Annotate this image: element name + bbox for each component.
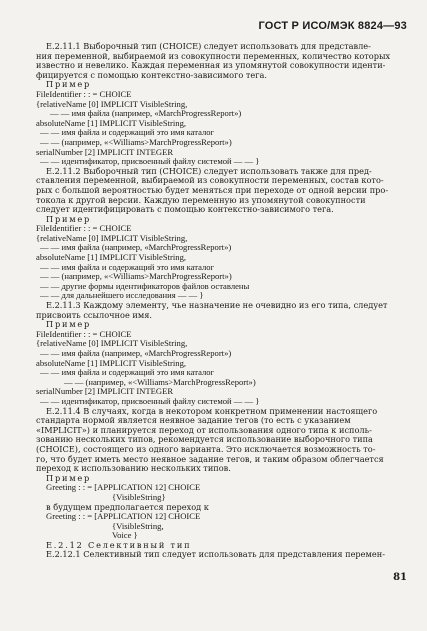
code-comment: — — (например, «<Williams>MarchProgressReport»): [40, 137, 232, 147]
code-comment: — — имя файла и содержащий это имя каталог: [40, 368, 215, 378]
paragraph-line: ставления переменной, выбираемой из совокупности переменных, состав кото-: [36, 176, 384, 186]
paragraph-line: ния переменной, выбираемой из совокупности переменных, количество которых: [36, 51, 391, 61]
code-line: Voice }: [112, 531, 138, 541]
code-line: FileIdentifier : : = CHOICE: [36, 329, 132, 339]
paragraph-line: известно и невелико. Каждая переменная из упомянутой совокупности иденти-: [36, 61, 386, 71]
code-comment: — — идентификатор, присвоенный файлу системой — — }: [40, 157, 260, 167]
paragraph-line: E.2.11.4 В случаях, когда в некотором конкретном применении настоящего: [46, 406, 378, 416]
section-heading: E.2.12 Селективный тип: [46, 540, 192, 550]
code-line: serialNumber [2] IMPLICIT INTEGER: [36, 387, 174, 397]
paragraph-line: «IMPLICIT») и планируется переход от использования одного типа к исполь-: [36, 425, 372, 435]
code-line: Greeting : : = [APPLICATION 12] CHOICE: [46, 483, 201, 493]
code-line: Greeting : : = [APPLICATION 12] CHOICE: [46, 512, 201, 522]
paragraph-line: зованию нескольких типов, рекомендуется использование выборочного типа: [36, 435, 373, 445]
example-heading: Пример: [46, 320, 92, 330]
code-comment: — — (например, «<Williams>MarchProgressReport»): [40, 272, 232, 282]
paragraph-line: (CHOICE), состоящего из одного варианта. Это исключается возможность то-: [36, 444, 376, 454]
paragraph-line: стандарта нормой является неявное задание тегов (то есть с указанием: [36, 416, 351, 426]
paragraph-line: присвоить ссылочное имя.: [36, 310, 152, 320]
paragraph-line: переход к использованию нескольких типов.: [36, 464, 231, 474]
code-comment: — — идентификатор, присвоенный файлу системой — — }: [40, 396, 260, 406]
example-heading: Пример: [46, 80, 92, 90]
document-body: [36, 42, 410, 560]
example-heading: Пример: [46, 214, 92, 224]
paragraph-line: го, что будет иметь место неявное задание тегов, и таким образом облегчается: [36, 454, 384, 464]
page-number: 81: [393, 572, 407, 583]
code-comment: — — (например, «<Williams>MarchProgressReport»): [64, 377, 256, 387]
example-heading: Пример: [46, 473, 92, 483]
paragraph-line: E.2.11.1 Выборочный тип (CHOICE) следует использовать для представле-: [46, 42, 371, 51]
code-line: {VisibleString,: [112, 521, 164, 531]
code-line: {relativeName [0] IMPLICIT VisibleString,: [36, 233, 188, 243]
code-line: {relativeName [0] IMPLICIT VisibleString,: [36, 339, 188, 349]
code-comment: — — другие формы идентификаторов файлов оставлены: [40, 281, 250, 291]
code-line: absoluteName [1] IMPLICIT VisibleString,: [36, 358, 187, 368]
paragraph-line: E.2.11.2 Выборочный тип (CHOICE) следует использовать также для пред-: [46, 166, 372, 176]
paragraph-line: следует идентифицировать с помощью контекстно-зависимого тега.: [36, 205, 334, 215]
paragraph-line: в будущем предполагается переход к: [46, 502, 209, 512]
page-header: ГОСТ Р ИСО/МЭК 8824—93: [258, 20, 407, 32]
code-comment: — — имя файла (например, «MarchProgressReport»): [40, 243, 232, 253]
code-line: FileIdentifier : : = CHOICE: [36, 89, 132, 99]
code-line: serialNumber [2] IMPLICIT INTEGER: [36, 147, 174, 157]
code-line: FileIdentifier : : = CHOICE: [36, 224, 132, 234]
paragraph-line: токола к другой версии. Каждую переменную из упомянутой совокупности: [36, 195, 366, 205]
paragraph-line: рых с большой вероятностью будет меняться при переходе от одной версии про-: [36, 185, 389, 195]
code-line: {VisibleString}: [112, 492, 166, 502]
code-line: {relativeName [0] IMPLICIT VisibleString,: [36, 99, 188, 109]
code-comment: — — для дальнейшего исследования — — }: [40, 291, 204, 301]
code-comment: — — имя файла (например, «MarchProgressReport»): [40, 349, 232, 358]
code-line: absoluteName [1] IMPLICIT VisibleString,: [36, 118, 187, 128]
code-line: absoluteName [1] IMPLICIT VisibleString,: [36, 253, 187, 263]
paragraph-line: фицируется с помощью контекстно-зависимого тега.: [36, 70, 268, 80]
code-comment: — — имя файла (например, «MarchProgressReport»): [50, 109, 242, 119]
paragraph-line: E.2.11.3 Каждому элементу, чье назначение не очевидно из его типа, следует: [46, 301, 388, 311]
paragraph-line: E.2.12.1 Селективный тип следует использовать для представления перемен-: [46, 550, 385, 560]
code-comment: — — имя файла и содержащий это имя каталог: [40, 128, 215, 138]
code-comment: — — имя файла и содержащий это имя каталог: [40, 262, 215, 272]
